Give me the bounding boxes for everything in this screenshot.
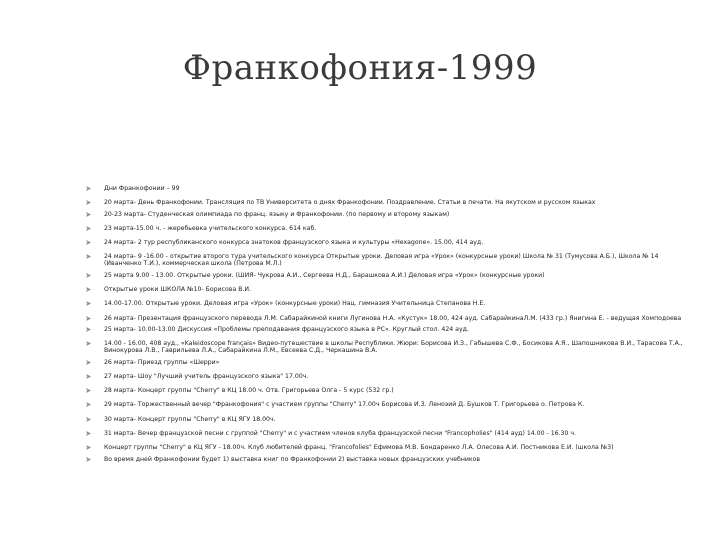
item-text: 29 марта- Торжественный вечер "Франкофония" с участием группы "Cherry" 17.00ч Борисова И.З. Леноэий Д. Бушков Т. Григорьева о. Петрова К. [104,401,585,409]
arrowhead-bullet-icon [86,374,91,379]
arrowhead-bullet-icon [86,417,91,422]
list-item [86,444,686,451]
item-text: 26 марта- Презентация французского перевода Л.М. Сабарайкиной книги Лугинова Н.А. «Кустук» 18.00, 424 ауд. СабарайкинаЛ.М. (433 гр.) Янигина Е. - ведущая Хомподоева [104,314,682,322]
list-item [86,239,686,246]
arrowhead-bullet-icon [86,200,91,205]
arrowhead-bullet-icon [86,388,91,393]
item-text: Во время дней Франкофонии будет 1) выставка книг по Франкофонии 2) выставка новых французских учебников [104,455,481,463]
arrowhead-bullet-icon [86,327,91,332]
item-text: 28 марта- Концерт группы "Cherry" в КЦ 18.00 ч. Отв. Григорьева Олга - 5 курс (532 гр.) [104,387,394,395]
item-text: 20 марта- День Франкофонии. Трансляция по ТВ Университета о днях Франкофонии. Поздравление. Статьи в печати. На якутском и русском языках [104,199,596,207]
item-text: 25 марта- 10.00-13.00 Дискуссия «Проблемы преподавания французского языка в РС». Круглый стол. 424 ауд. [104,325,469,333]
arrowhead-bullet-icon [86,212,91,217]
list-item [86,225,686,232]
item-text: Дни Франкофонии – 99 [104,185,180,192]
item-text: 20-23 марта- Студенческая олимпиада по франц. языку и Франкофонии. (по первому и второму языкам) [104,210,450,218]
list-item [86,272,686,279]
item-text: 30 марта- Концерт группы "Cherry" в КЦ ЯГУ 18.00ч. [104,415,276,423]
list-item [86,199,686,206]
item-text: 14.00-17.00. Открытые уроки. Деловая игра «Урок» (конкурсные уроки) Нац. гимназия Учительница Степанова Н.Е. [104,300,486,308]
list-item [86,286,686,293]
list-item [86,416,686,423]
list-item [86,401,686,408]
arrowhead-bullet-icon [86,240,91,245]
arrowhead-bullet-icon [86,226,91,231]
list-item [86,185,686,192]
arrowhead-bullet-icon [86,341,91,346]
item-text: 24 марта- 9 -16.00 - открытие второго тура учительского конкурса Открытые уроки. Деловая игра «Урок» (конкурсные уроки) Школа № 31 (Тумусова А.Б.), Школа № 14 (Иванченко Т.И.), коммерческая школа (Петрова М.Л.) [104,253,659,268]
list-item [86,315,686,322]
arrowhead-bullet-icon [86,402,91,407]
bullet-list [86,185,686,470]
item-text: 27 марта- Шоу "Лучший учитель французского языка" 17.00ч. [104,372,309,380]
list-item [86,300,686,307]
item-text: Открытые уроки ШКОЛА №10- Борисова В.И. [104,286,252,294]
arrowhead-bullet-icon [86,301,91,306]
item-text: 31 марта- Вечер французской песни с группой "Cherry" и с участием членов клуба французской песни "Francopholies" (414 ауд) 14.00 - 16.30 ч. [104,430,577,438]
arrowhead-bullet-icon [86,254,91,259]
item-text: 26 марта- Приезд группы «Шерри» [104,358,220,366]
slide-title: Франкофония-1999 [182,48,538,88]
item-text: 25 марта 9.00 - 13.00. Открытые уроки. (ШИЯ- Чукрова А.И., Сергеева Н.Д., Барашкова А.И.) Деловая игра «Урок» (конкурсные уроки) [104,271,545,279]
arrowhead-bullet-icon [86,445,91,450]
list-item [86,373,686,380]
list-item [86,211,686,218]
list-item [86,430,686,437]
item-text: Концерт группы "Cherry" в КЦ ЯГУ - 18.00ч. Клуб любителей франц. "Francofolies" Ефимова М.В. Бондаренко Л.А. Олесова А.И. Постникова Е.И. (школа №3) [104,444,614,452]
arrowhead-bullet-icon [86,186,91,191]
arrowhead-bullet-icon [86,360,91,365]
item-text: 14.00 - 16.00, 408 ауд., «Kaleidoscope français» Видео-путешествие в школы Республики. Жюри: Борисова И.З., Габышева С.Ф., Босикова А.Я., Шапошникова В.И., Тарасова Т.А., Винокурова Л.В., Гаврильева Л.А., Сабарайкина Л.М., Евсеева С.Д., Черкашина В.А. [104,340,683,355]
arrowhead-bullet-icon [86,287,91,292]
arrowhead-bullet-icon [86,316,91,321]
arrowhead-bullet-icon [86,431,91,436]
list-item [86,456,686,463]
list-item [86,340,686,354]
arrowhead-bullet-icon [86,457,91,462]
arrowhead-bullet-icon [86,273,91,278]
list-item [86,326,686,333]
list-item [86,253,686,267]
item-text: 24 марта- 2 тур республиканского конкурса знатоков французского языка и культуры «Hexagone». 15.00, 414 ауд. [104,239,484,247]
list-item [86,359,686,366]
item-text: 23 марта-15.00 ч. - жеребьевка учительского конкурса. 614 каб. [104,224,317,232]
list-item [86,387,686,394]
